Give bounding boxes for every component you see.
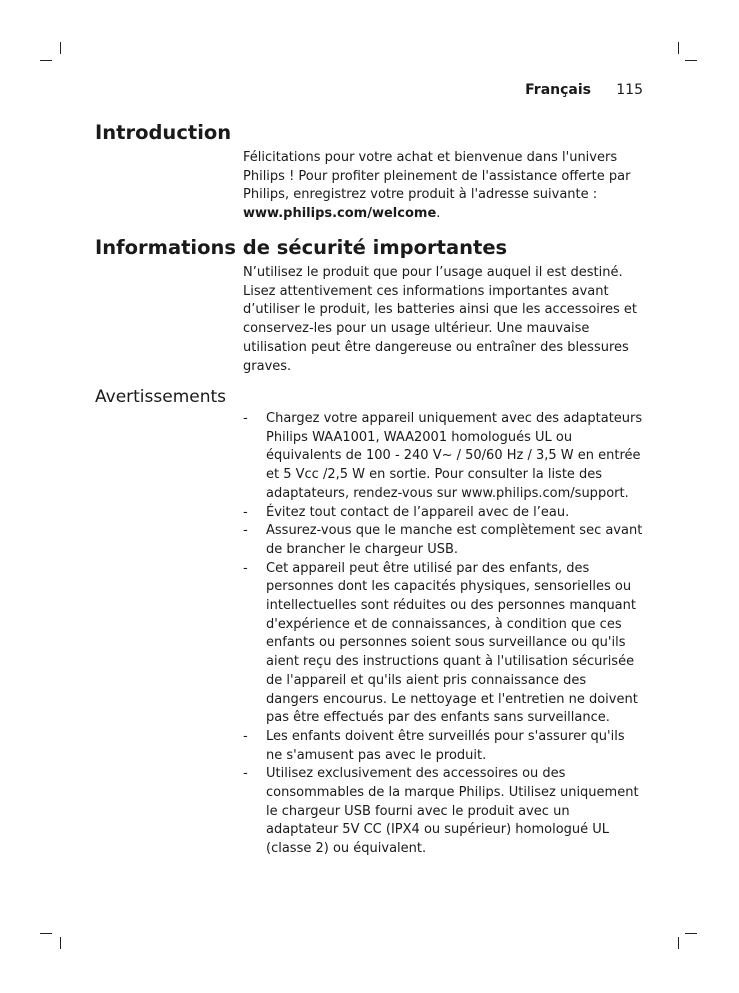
list-item xyxy=(243,728,643,765)
warnings-heading: Avertissements xyxy=(95,387,227,407)
crop-mark xyxy=(60,42,61,54)
list-item xyxy=(243,504,643,523)
crop-mark xyxy=(685,60,697,61)
crop-mark xyxy=(60,937,61,949)
list-item xyxy=(243,560,643,728)
page-header xyxy=(0,82,643,102)
intro-text: Félicitations pour votre achat et bienvenue dans l'univers Philips ! Pour profiter pleinement de l'assistance offerte par Philips, enregistrez votre produit à l'adresse suivante : xyxy=(243,150,631,203)
welcome-link[interactable]: www.philips.com/welcome xyxy=(243,206,437,222)
crop-mark xyxy=(685,933,697,934)
crop-mark xyxy=(678,937,679,949)
warnings-list xyxy=(243,410,643,859)
list-item-text: Cet appareil peut être utilisé par des enfants, des personnes dont les capacités physiques, sensorielles ou intellectuelles sont réduites ou des personnes manquant d'expérience et de connaissances, à condition que ces enfants ou personnes soient sous surveillance ou qu'ils aient reçu des instructions quant à l'utilisation sécurisée de l'appareil et qu'ils aient pris connaissance des dangers encourus. Le nettoyage et l'entretien ne doivent pas être effectués par des enfants sans surveillance. xyxy=(266,560,638,726)
crop-mark xyxy=(678,42,679,54)
page-number: 115 xyxy=(616,82,643,98)
list-item xyxy=(243,522,643,559)
intro-paragraph xyxy=(243,149,643,224)
bullet-dash: - xyxy=(243,560,248,576)
list-item-text: Assurez-vous que le manche est complètement sec avant de brancher le chargeur USB. xyxy=(266,523,643,557)
list-item-text: Évitez tout contact de l’appareil avec de l’eau. xyxy=(266,504,570,520)
language-label: Français xyxy=(525,82,591,98)
list-item-text: Utilisez exclusivement des accessoires ou des consommables de la marque Philips. Utilisez uniquement le chargeur USB fourni avec le produit avec un adaptateur 5V CC (IPX4 ou supérieur) homologué UL (classe 2) ou équivalent. xyxy=(266,766,639,857)
list-item-text: Chargez votre appareil uniquement avec des adaptateurs Philips WAA1001, WAA2001 homologués UL ou équivalents de 100 - 240 V~ / 50/60 Hz / 3,5 W en entrée et 5 Vcc /2,5 W en sortie. Pour consulter la liste des adaptateurs, rendez-vous sur www.philips.com/support. xyxy=(266,411,643,501)
list-item xyxy=(243,410,643,504)
intro-heading: Introduction xyxy=(95,121,232,144)
intro-end: . xyxy=(436,206,441,222)
bullet-dash: - xyxy=(243,766,248,782)
list-item xyxy=(243,765,643,859)
safety-heading: Informations de sécurité importantes xyxy=(95,236,508,259)
safety-paragraph: N’utilisez le produit que pour l’usage auquel il est destiné. Lisez attentivement ces informations importantes avant d’utiliser le produit, les batteries ainsi que les accessoires et conservez-les pour un usage ultérieur. Une mauvaise utilisation peut être dangereuse ou entraîner des blessures graves. xyxy=(243,265,637,374)
bullet-dash: - xyxy=(243,523,248,539)
bullet-dash: - xyxy=(243,504,248,520)
bullet-dash: - xyxy=(243,728,248,744)
list-item-text: Les enfants doivent être surveillés pour s'assurer qu'ils ne s'amusent pas avec le produit. xyxy=(266,728,625,763)
crop-mark xyxy=(40,60,52,61)
bullet-dash: - xyxy=(243,411,248,426)
crop-mark xyxy=(40,933,52,934)
